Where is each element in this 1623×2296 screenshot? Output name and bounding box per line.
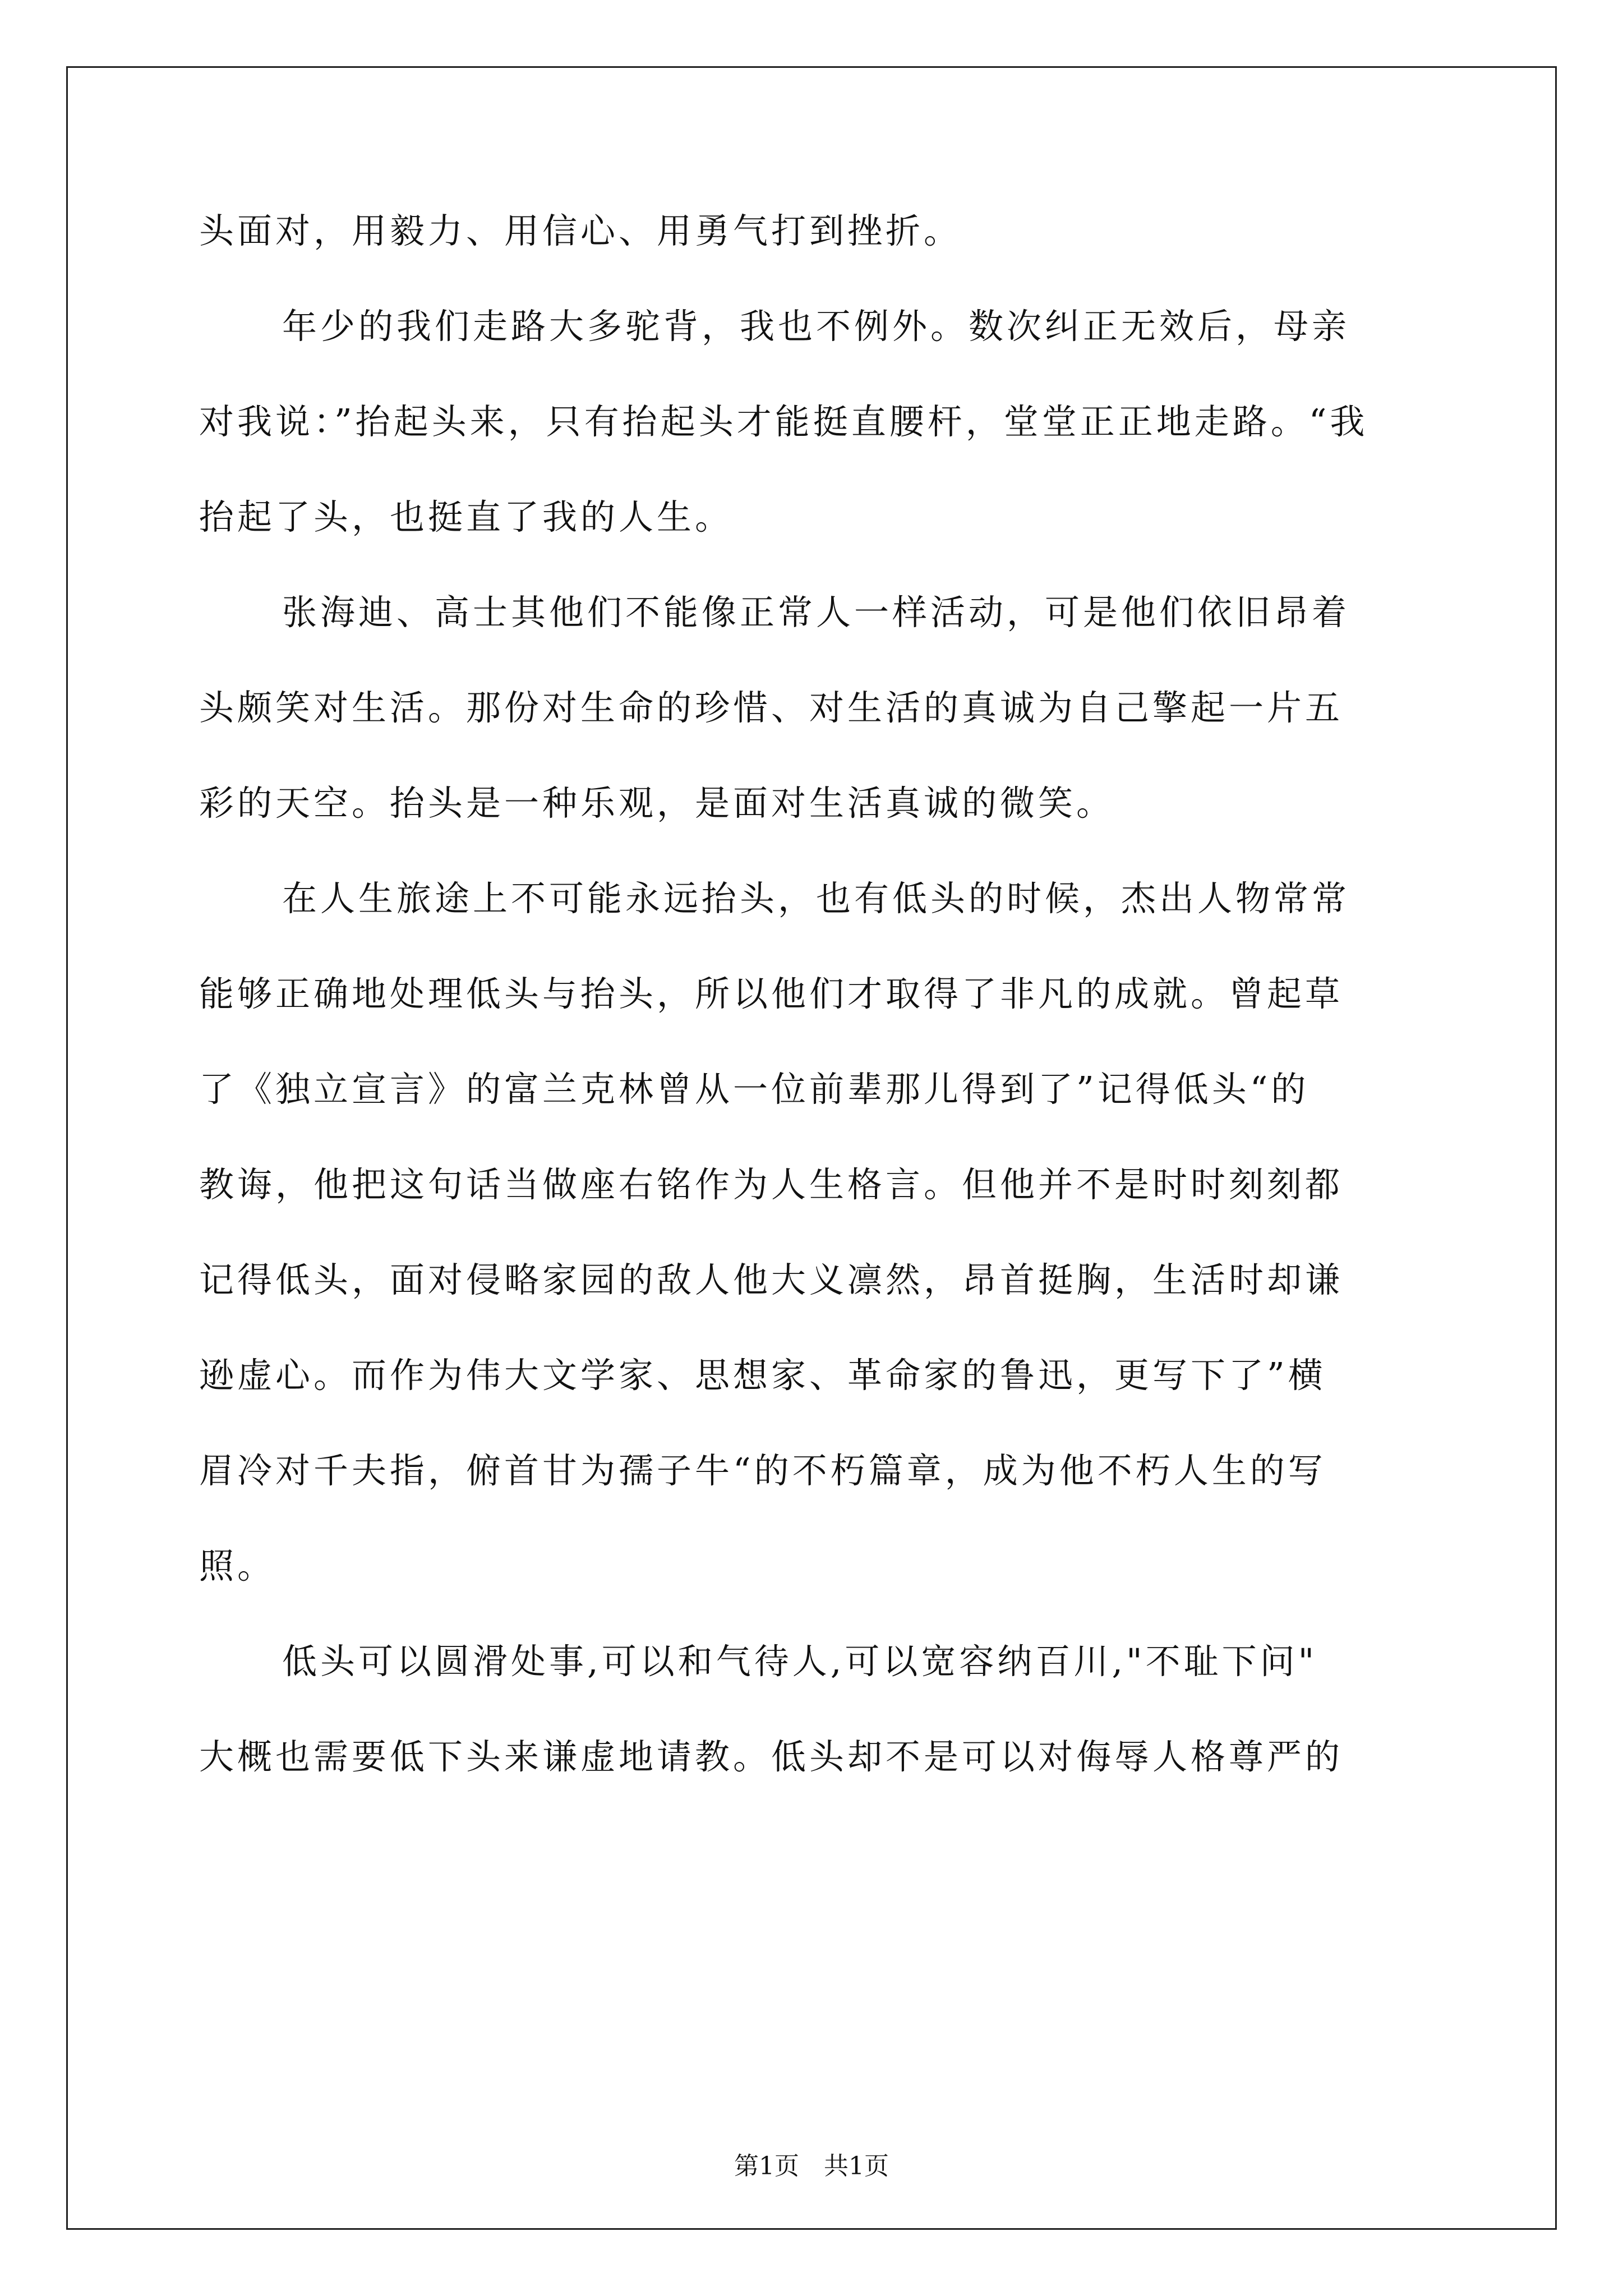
page-footer: 第1页 共1页 xyxy=(734,2152,889,2180)
document-body xyxy=(199,208,1422,1829)
text-line-15: 照。 xyxy=(199,1545,276,1586)
text-line-6: 头颇笑对生活。那份对生命的珍惜、对生活的真诚为自己擎起一片五 xyxy=(199,687,1344,728)
text-line-17: 大概也需要低下头来谦虚地请教。低头却不是可以对侮辱人格尊严的 xyxy=(199,1736,1344,1777)
text-line-11: 教诲，他把这句话当做座右铭作为人生格言。但他并不是时时刻刻都 xyxy=(199,1164,1344,1205)
text-line-10: 了《独立宣言》的富兰克林曾从一位前辈那儿得到了”记得低头“的 xyxy=(199,1069,1310,1110)
text-line-2: 年少的我们走路大多驼背，我也不例外。数次纠正无效后，母亲 xyxy=(282,306,1350,347)
text-line-3: 对我说：”抬起头来，只有抬起头才能挺直腰杆，堂堂正正地走路。“我 xyxy=(199,401,1368,442)
text-line-7: 彩的天空。抬头是一种乐观，是面对生活真诚的微笑。 xyxy=(199,783,1115,823)
text-line-14: 眉冷对千夫指，俯首甘为孺子牛“的不朽篇章，成为他不朽人生的写 xyxy=(199,1450,1326,1491)
text-line-1: 头面对，用毅力、用信心、用勇气打到挫折。 xyxy=(199,210,962,251)
text-line-8: 在人生旅途上不可能永远抬头，也有低头的时候，杰出人物常常 xyxy=(282,878,1350,919)
text-line-9: 能够正确地处理低头与抬头，所以他们才取得了非凡的成就。曾起草 xyxy=(199,973,1344,1014)
text-line-5: 张海迪、高士其他们不能像正常人一样活动，可是他们依旧昂着 xyxy=(282,592,1350,633)
text-line-4: 抬起了头，也挺直了我的人生。 xyxy=(199,496,734,537)
text-line-13: 逊虚心。而作为伟大文学家、思想家、革命家的鲁迅，更写下了”横 xyxy=(199,1355,1326,1396)
text-line-16: 低头可以圆滑处事,可以和气待人,可以宽容纳百川,"不耻下问" xyxy=(282,1641,1318,1682)
text-line-12: 记得低头，面对侵略家园的敌人他大义凛然，昂首挺胸，生活时却谦 xyxy=(199,1259,1344,1300)
